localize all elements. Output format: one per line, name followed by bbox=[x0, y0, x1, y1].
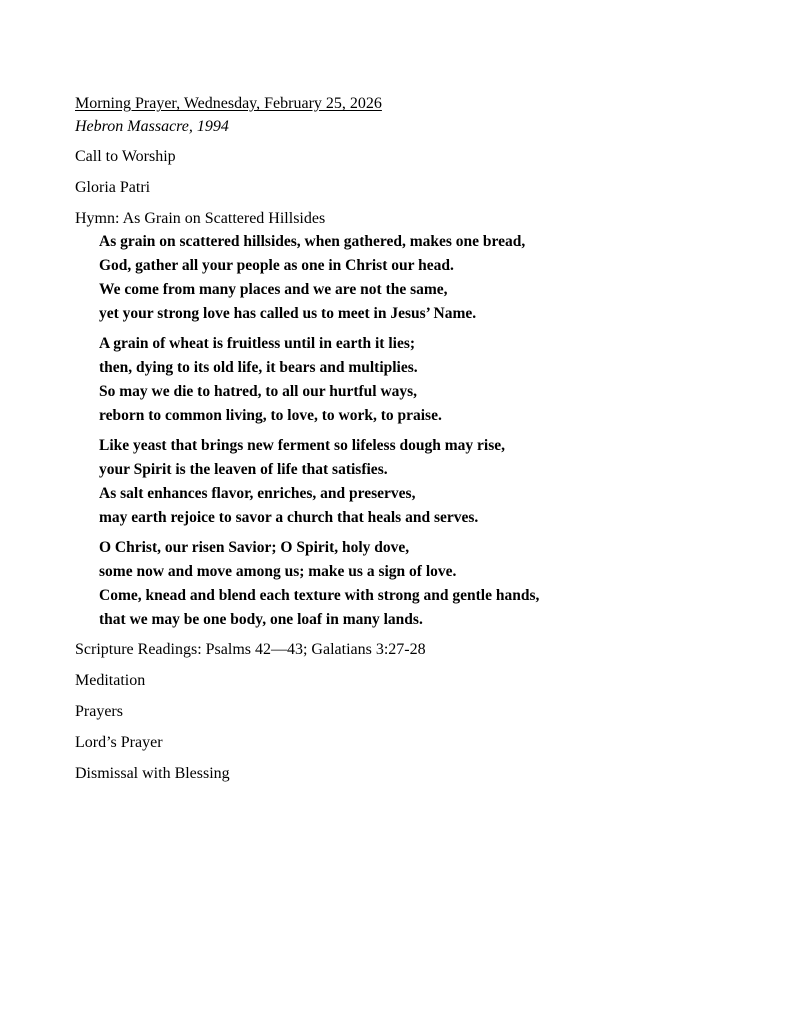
lords-prayer: Lord’s Prayer bbox=[75, 734, 163, 751]
verse-line: God, gather all your people as one in Christ our head. bbox=[99, 257, 454, 274]
verse-line: As grain on scattered hillsides, when gathered, makes one bread, bbox=[99, 233, 526, 250]
prayers: Prayers bbox=[75, 703, 123, 720]
verse-line: So may we die to hatred, to all our hurtful ways, bbox=[99, 383, 418, 400]
verse-line: then, dying to its old life, it bears and multiplies. bbox=[99, 359, 418, 376]
gloria-patri: Gloria Patri bbox=[75, 179, 151, 196]
verse-line: As salt enhances flavor, enriches, and preserves, bbox=[99, 485, 416, 502]
hymn-verse bbox=[99, 230, 755, 326]
document-page bbox=[75, 92, 755, 793]
verse-line: may earth rejoice to savor a church that heals and serves. bbox=[99, 509, 479, 526]
verse-line: some now and move among us; make us a sign of love. bbox=[99, 563, 457, 580]
scripture-readings: Scripture Readings: Psalms 42—43; Galatians 3:27-28 bbox=[75, 641, 426, 658]
meditation: Meditation bbox=[75, 672, 146, 689]
verse-line: yet your strong love has called us to meet in Jesus’ Name. bbox=[99, 305, 477, 322]
hymn-heading: Hymn: As Grain on Scattered Hillsides bbox=[75, 210, 326, 227]
hymn-verse bbox=[99, 332, 755, 428]
hymn-verse bbox=[99, 434, 755, 530]
verse-line: that we may be one body, one loaf in many lands. bbox=[99, 611, 423, 628]
verse-line: We come from many places and we are not the same, bbox=[99, 281, 448, 298]
verse-line: Come, knead and blend each texture with strong and gentle hands, bbox=[99, 587, 540, 604]
verse-line: reborn to common living, to love, to work, to praise. bbox=[99, 407, 442, 424]
page-title: Morning Prayer, Wednesday, February 25, 2026 bbox=[75, 95, 382, 112]
verse-line: A grain of wheat is fruitless until in earth it lies; bbox=[99, 335, 416, 352]
verse-line: your Spirit is the leaven of life that satisfies. bbox=[99, 461, 388, 478]
verse-line: O Christ, our risen Savior; O Spirit, holy dove, bbox=[99, 539, 410, 556]
hymn-verse bbox=[99, 536, 755, 632]
call-to-worship: Call to Worship bbox=[75, 148, 176, 165]
dismissal-with-blessing: Dismissal with Blessing bbox=[75, 765, 230, 782]
verse-line: Like yeast that brings new ferment so lifeless dough may rise, bbox=[99, 437, 505, 454]
page-subtitle: Hebron Massacre, 1994 bbox=[75, 118, 229, 135]
